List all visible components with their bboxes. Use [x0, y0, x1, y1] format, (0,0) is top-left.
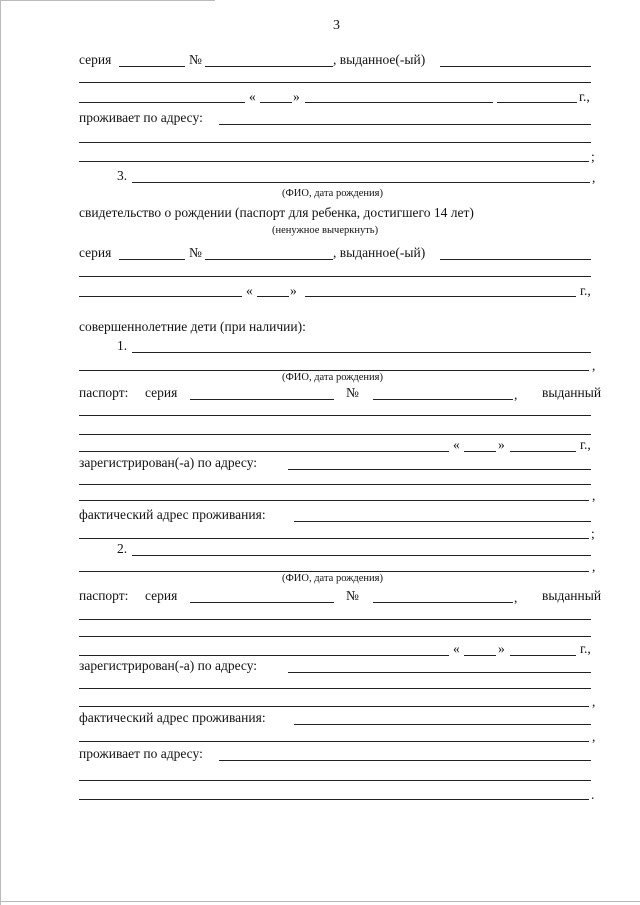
scan-edge-top	[0, 0, 215, 1]
quote-open: «	[246, 283, 253, 298]
blank-line[interactable]	[79, 706, 589, 707]
blank-line[interactable]	[79, 741, 589, 742]
series-label: серия	[79, 245, 112, 260]
child-1-fio-field[interactable]	[132, 352, 591, 353]
day-field[interactable]	[257, 296, 289, 297]
year-suffix: г.,	[579, 89, 590, 104]
issued-field[interactable]	[440, 66, 591, 67]
year-suffix: г.,	[580, 437, 591, 452]
actual-address-field[interactable]	[294, 521, 591, 522]
semicolon: ;	[591, 526, 595, 541]
number-field[interactable]	[205, 259, 333, 260]
series-field[interactable]	[190, 602, 334, 603]
number-sign: №	[346, 588, 359, 603]
year-suffix: г.,	[580, 641, 591, 656]
actual-address-field[interactable]	[294, 724, 591, 725]
comma: ,	[592, 488, 596, 503]
blank-line[interactable]	[79, 484, 591, 485]
month-field[interactable]	[510, 451, 576, 452]
series-label: серия	[79, 52, 112, 67]
blank-line[interactable]	[79, 415, 591, 416]
resides-label: проживает по адресу:	[79, 746, 203, 761]
period: .	[591, 787, 595, 802]
series-field[interactable]	[190, 399, 334, 400]
month-year-field[interactable]	[305, 296, 576, 297]
registered-label: зарегистрирован(-а) по адресу:	[79, 455, 258, 470]
blank-line[interactable]	[79, 538, 589, 539]
comma: ,	[592, 729, 596, 744]
number-field[interactable]	[205, 66, 333, 67]
comma: ,	[592, 559, 596, 574]
series-label: серия	[145, 385, 178, 400]
month-field[interactable]	[305, 102, 493, 103]
series-label: серия	[145, 588, 178, 603]
day-field[interactable]	[464, 451, 496, 452]
day-field[interactable]	[464, 655, 496, 656]
issuer-field[interactable]	[79, 655, 449, 656]
child-2-number: 2.	[117, 541, 128, 556]
page-number: 3	[333, 18, 340, 33]
resides-field[interactable]	[219, 760, 591, 761]
day-field[interactable]	[260, 102, 292, 103]
blank-line[interactable]	[79, 82, 591, 83]
blank-line[interactable]	[79, 161, 589, 162]
blank-line[interactable]	[79, 500, 589, 501]
year-field[interactable]	[497, 102, 577, 103]
blank-line[interactable]	[79, 636, 591, 637]
year-suffix: г.,	[580, 283, 591, 298]
quote-close: »	[293, 89, 300, 104]
blank-line[interactable]	[79, 276, 591, 277]
registered-label: зарегистрирован(-а) по адресу:	[79, 658, 258, 673]
actual-address-label: фактический адрес проживания:	[79, 507, 266, 522]
fio-caption: (ФИО, дата рождения)	[282, 188, 384, 199]
issued-label: выданный	[542, 385, 602, 400]
scan-edge-bottom	[0, 901, 640, 902]
quote-open: «	[453, 641, 460, 656]
registered-field[interactable]	[288, 672, 591, 673]
issued-label: , выданное(-ый)	[333, 245, 426, 260]
item-3-field[interactable]	[132, 182, 590, 183]
number-field[interactable]	[373, 602, 513, 603]
quote-close: »	[498, 641, 505, 656]
number-sign: №	[189, 245, 202, 260]
item-number-3: 3.	[117, 168, 128, 183]
number-sign: №	[189, 52, 202, 67]
strike-note: (ненужное вычеркнуть)	[272, 225, 379, 236]
number-sign: №	[346, 385, 359, 400]
comma: ,	[592, 694, 596, 709]
adult-children-heading: совершеннолетние дети (при наличии):	[79, 319, 306, 334]
series-field[interactable]	[119, 66, 185, 67]
semicolon: ;	[591, 149, 595, 164]
actual-address-label: фактический адрес проживания:	[79, 710, 266, 725]
birth-certificate-label: свидетельство о рождении (паспорт для ребенка, достигшего 14 лет)	[79, 205, 474, 220]
quote-close: »	[290, 283, 297, 298]
resides-label: проживает по адресу:	[79, 110, 203, 125]
month-field[interactable]	[510, 655, 576, 656]
issuer-field[interactable]	[79, 102, 245, 103]
quote-open: «	[249, 89, 256, 104]
registered-field[interactable]	[288, 469, 591, 470]
passport-label: паспорт:	[79, 588, 129, 603]
blank-line[interactable]	[79, 619, 591, 620]
quote-open: «	[453, 437, 460, 452]
child-1-fio-field-2[interactable]	[79, 370, 589, 371]
issued-field[interactable]	[440, 259, 591, 260]
issued-label: выданный	[542, 588, 602, 603]
comma: ,	[514, 590, 518, 605]
number-field[interactable]	[373, 399, 513, 400]
blank-line[interactable]	[79, 799, 589, 800]
child-1-number: 1.	[117, 338, 128, 353]
fio-caption: (ФИО, дата рождения)	[282, 372, 384, 383]
series-field[interactable]	[119, 259, 185, 260]
issuer-field[interactable]	[79, 451, 449, 452]
comma: ,	[592, 170, 596, 185]
issued-label: , выданное(-ый)	[333, 52, 426, 67]
blank-line[interactable]	[79, 688, 591, 689]
blank-line[interactable]	[79, 434, 591, 435]
resides-field[interactable]	[219, 124, 591, 125]
fio-caption: (ФИО, дата рождения)	[282, 573, 384, 584]
child-2-fio-field[interactable]	[132, 555, 591, 556]
child-2-fio-field-2[interactable]	[79, 571, 589, 572]
issuer-field[interactable]	[79, 296, 242, 297]
scan-edge-left	[0, 0, 1, 905]
blank-line[interactable]	[79, 142, 591, 143]
comma: ,	[514, 387, 518, 402]
comma: ,	[592, 358, 596, 373]
blank-line[interactable]	[79, 780, 591, 781]
quote-close: »	[498, 437, 505, 452]
passport-label: паспорт:	[79, 385, 129, 400]
